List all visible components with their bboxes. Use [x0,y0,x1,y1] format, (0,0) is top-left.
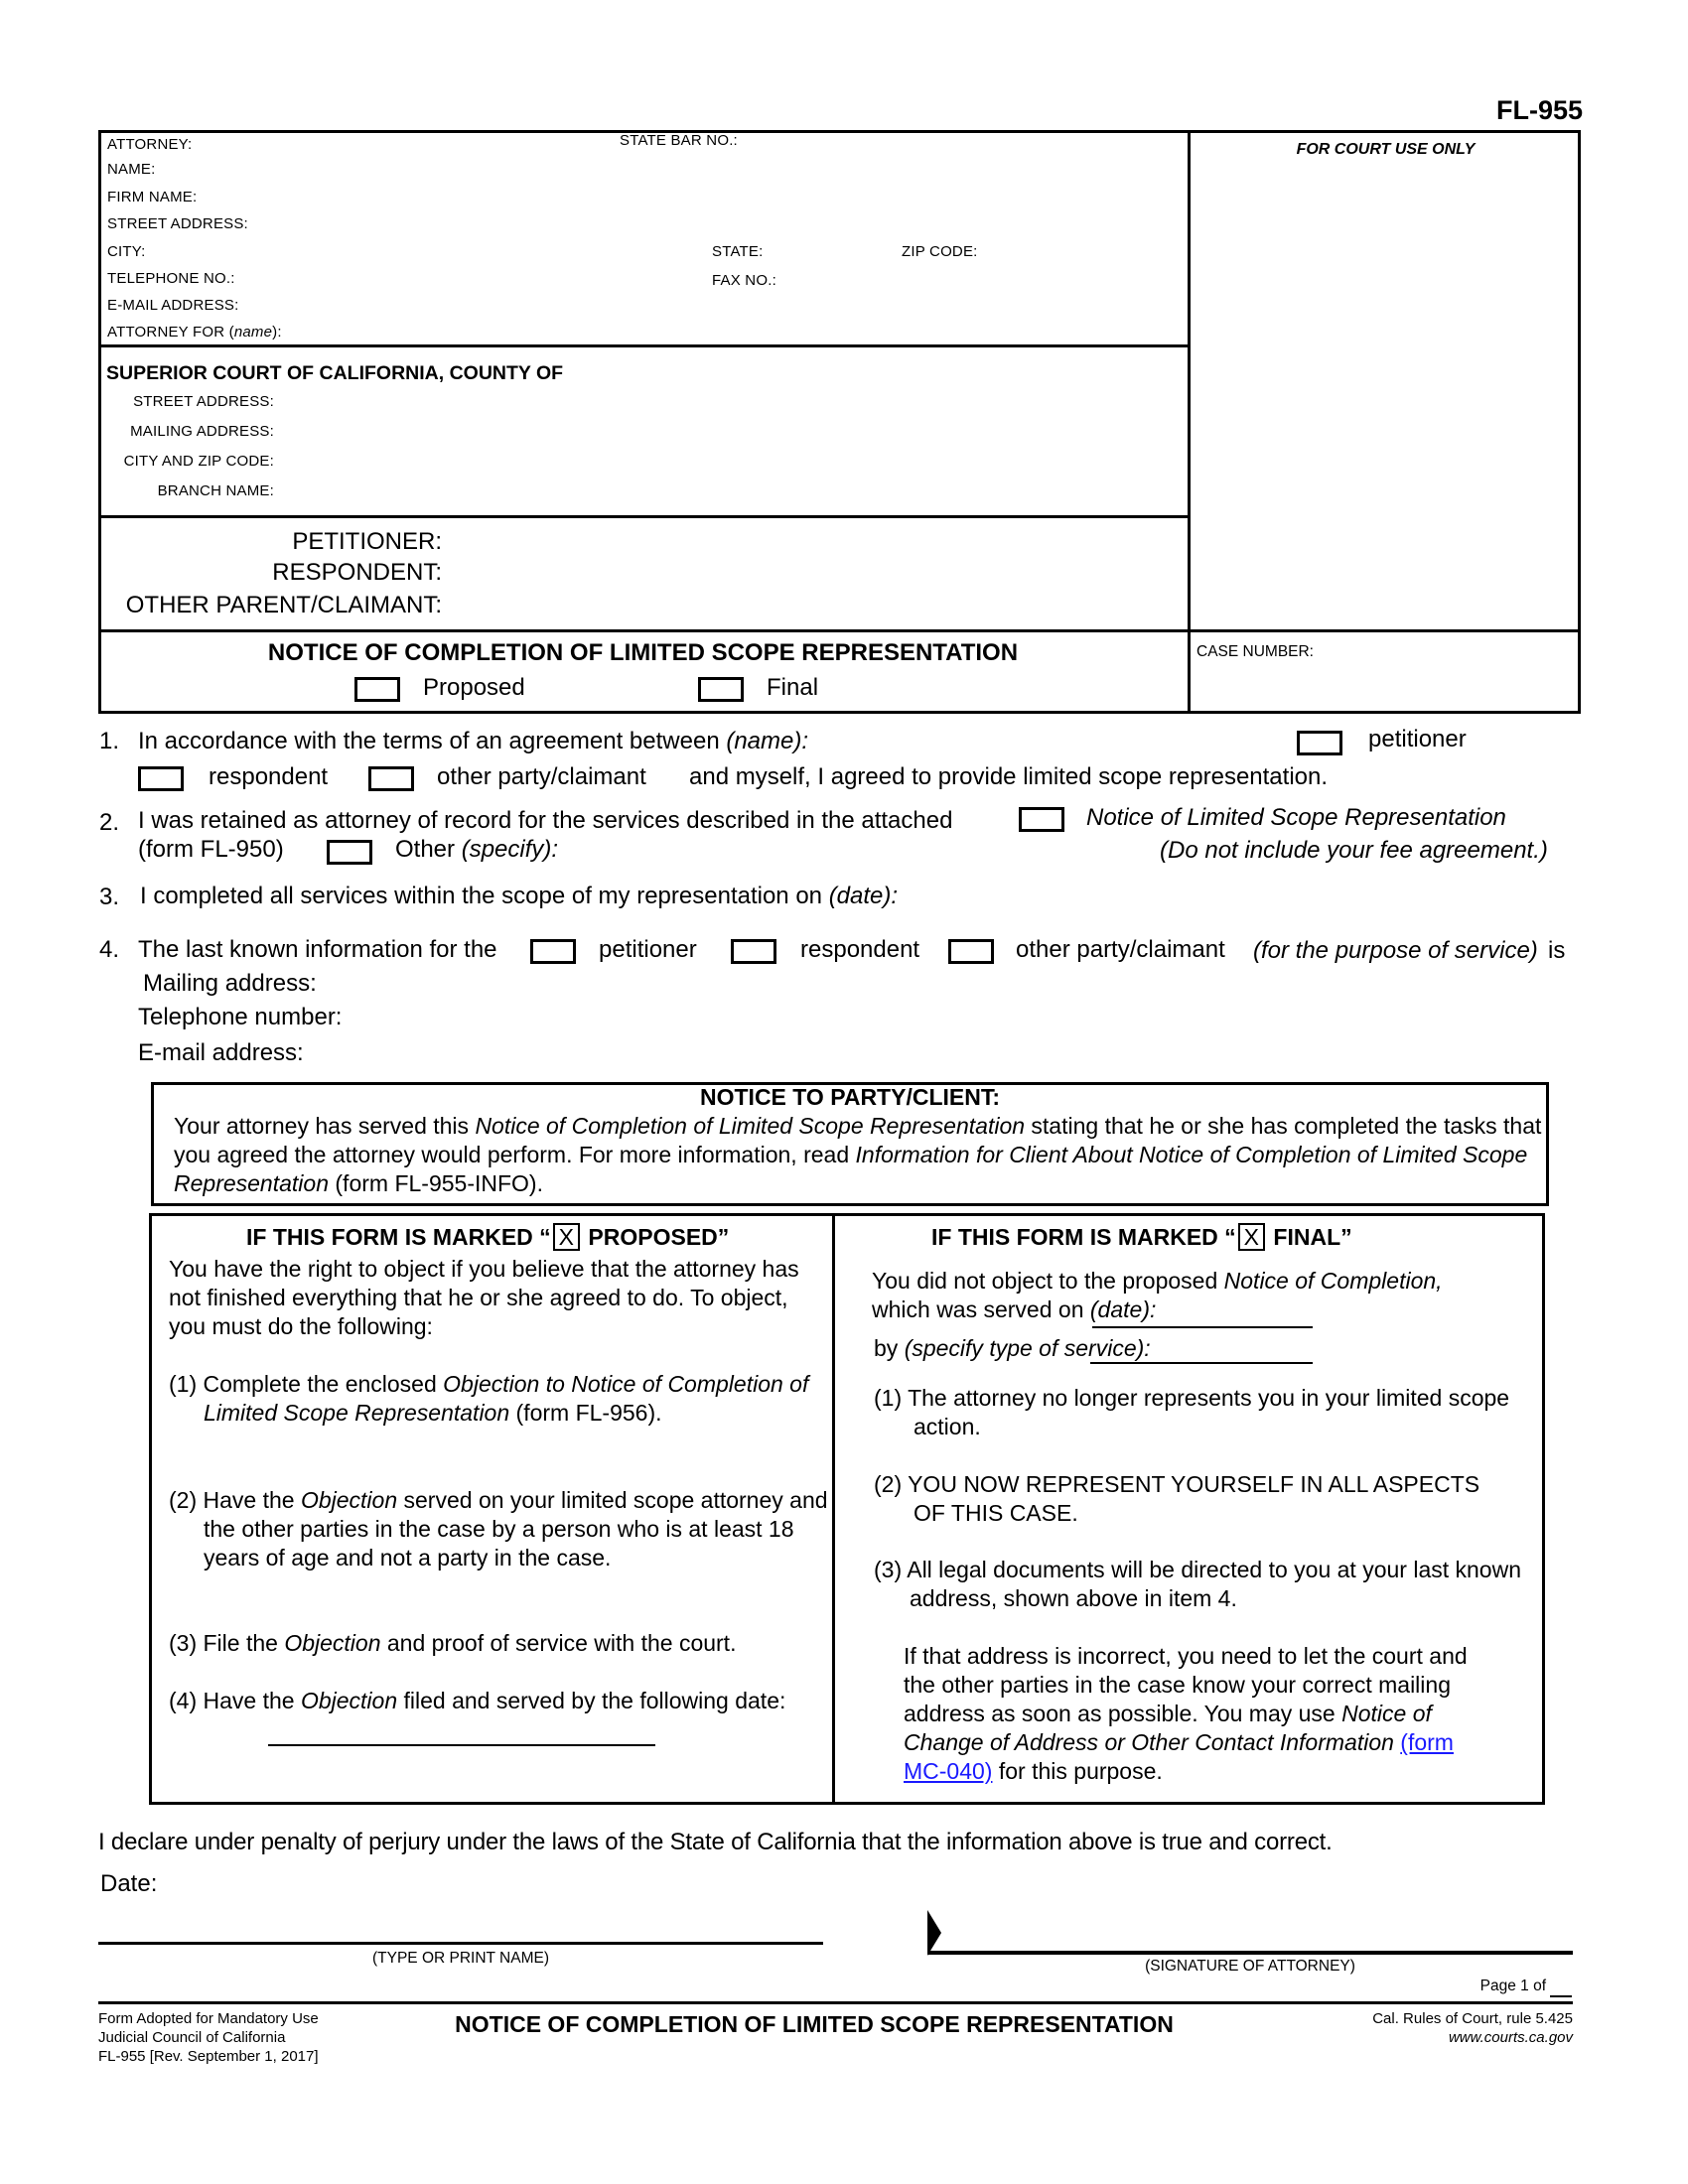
proposed-checkbox[interactable] [354,677,400,702]
proposed-heading: IF THIS FORM IS MARKED “ X PROPOSED” [246,1224,730,1250]
notice-to-client-body: Your attorney has served this Notice of Completion of Limited Scope Representation stating that he or she has completed the tasks that you agreed the attorney would perform. For more information, read Information for Client About Notice of Completion of Limited Scope Representation (form FL-955-INFO). [174,1113,1542,1196]
print-name-caption: (TYPE OR PRINT NAME) [372,1950,549,1967]
court-street-label[interactable]: STREET ADDRESS: [133,393,274,410]
footer-title: NOTICE OF COMPLETION OF LIMITED SCOPE REPRESENTATION [455,2011,1174,2037]
item-1-number: 1. [99,728,120,754]
declaration-text: I declare under penalty of perjury under the laws of the State of California that the information above is true and correct. [98,1829,1333,1855]
notice-to-client-title: NOTICE TO PARTY/CLIENT: [700,1084,1000,1110]
item-4-text: The last known information for the [138,936,497,963]
item-2-other-checkbox[interactable] [327,840,372,865]
form-number: FL-955 [1495,95,1583,125]
item-1-agreement-text: and myself, I agreed to provide limited scope representation. [689,763,1329,790]
item-4-other-label: other party/claimant [1016,936,1225,963]
footer-website[interactable]: www.courts.ca.gov [1448,2029,1573,2046]
item-4-email-label[interactable]: E-mail address: [138,1039,304,1066]
item-4-purpose: (for the purpose of service) [1253,937,1538,964]
item-4-respondent-label: respondent [800,936,920,963]
item-1-text: In accordance with the terms of an agreement between (name): [138,728,809,754]
court-branch-label[interactable]: BRANCH NAME: [157,482,274,499]
footer-divider [98,2001,1573,2004]
item-2-fee-note: (Do not include your fee agreement.) [1160,837,1548,864]
item-2-text: I was retained as attorney of record for the services described in the attached [138,807,953,834]
item-1-respondent-label: respondent [209,763,329,790]
court-mailing-label[interactable]: MAILING ADDRESS: [130,423,274,440]
final-step-2: (2) YOU NOW REPRESENT YOURSELF IN ALL ASPECTS OF THIS CASE. [874,1471,1480,1526]
x-mark-icon: X [1238,1223,1265,1251]
caption-box [98,130,1581,714]
item-3-text: I completed all services within the scope of my representation on (date): [140,883,899,909]
telephone-label[interactable]: TELEPHONE NO.: [107,270,235,287]
footer-rule: Cal. Rules of Court, rule 5.425 [1372,2010,1573,2027]
item-1-petitioner-label: petitioner [1368,726,1467,752]
proposed-intro: You have the right to object if you believe that the attorney has not finished everything that he or she agreed to do. To object, you must do the following: [169,1256,799,1339]
item-1-respondent-checkbox[interactable] [138,766,184,791]
final-label: Final [767,674,819,701]
x-mark-icon: X [553,1223,580,1251]
item-3-number: 3. [99,884,120,910]
zip-code-label[interactable]: ZIP CODE: [902,243,978,260]
item-4-telephone-label[interactable]: Telephone number: [138,1004,343,1030]
item-4-mailing-label[interactable]: Mailing address: [143,970,317,997]
attorney-label: ATTORNEY: [107,136,193,153]
proposed-step-1: (1) Complete the enclosed Objection to Notice of Completion of Limited Scope Representation (form FL-956). [169,1371,809,1426]
other-parent-label[interactable]: OTHER PARENT/CLAIMANT: [125,592,442,618]
proposed-step-2: (2) Have the Objection served on your limited scope attorney and the other parties in the case by a person who is at least 18 years of age and not a party in the case. [169,1487,828,1570]
respondent-label[interactable]: RESPONDENT: [272,559,442,586]
proposed-label: Proposed [423,674,525,701]
page-number-label: Page 1 of [1479,1978,1546,1994]
fax-label[interactable]: FAX NO.: [712,272,776,289]
form-mc-040-link[interactable]: (form MC-040) [904,1729,1454,1784]
item-4-respondent-checkbox[interactable] [731,939,776,964]
firm-name-label[interactable]: FIRM NAME: [107,189,198,205]
email-label[interactable]: E-MAIL ADDRESS: [107,297,239,314]
item-2-form-label: (form FL-950) [138,836,284,863]
case-number-label[interactable]: CASE NUMBER: [1196,643,1314,660]
court-title: SUPERIOR COURT OF CALIFORNIA, COUNTY OF [106,362,564,384]
item-4-petitioner-label: petitioner [599,936,697,963]
footer-revision: FL-955 [Rev. September 1, 2017] [98,2048,319,2065]
item-4-number: 4. [99,936,120,963]
proposed-step-3: (3) File the Objection and proof of service with the court. [169,1630,737,1656]
date-label[interactable]: Date: [100,1870,158,1897]
item-4-petitioner-checkbox[interactable] [530,939,576,964]
court-use-label: FOR COURT USE ONLY [1296,141,1476,158]
form-title: NOTICE OF COMPLETION OF LIMITED SCOPE REPRESENTATION [267,639,1019,666]
objection-date-field[interactable] [268,1744,655,1746]
item-1-other-checkbox[interactable] [368,766,414,791]
page-total-field[interactable] [1550,1995,1572,1997]
name-label[interactable]: NAME: [107,161,156,178]
court-city-zip-label[interactable]: CITY AND ZIP CODE: [123,453,274,470]
final-address-note: If that address is incorrect, you need to let the court and the other parties in the case know your correct mailing address as soon as possible. You may use Notice of Change of Address or Other Contact Information (form MC-040) for this purpose. [904,1643,1468,1784]
final-checkbox[interactable] [698,677,744,702]
caption-divider [1188,130,1191,714]
item-2-notice-checkbox[interactable] [1019,807,1064,832]
print-name-line[interactable] [98,1942,823,1945]
attorney-for-label[interactable]: ATTORNEY FOR (name): [107,324,282,341]
proposed-step-4: (4) Have the Objection filed and served by the following date: [169,1688,786,1713]
item-4-other-checkbox[interactable] [948,939,994,964]
item-2-number: 2. [99,809,120,836]
footer-left [98,2009,319,2066]
final-intro: You did not object to the proposed Notice of Completion, [872,1268,1443,1294]
signature-arrow-icon [927,1910,941,1956]
footer-adopted: Form Adopted for Mandatory Use [98,2010,319,2027]
street-address-label[interactable]: STREET ADDRESS: [107,215,248,232]
final-heading: IF THIS FORM IS MARKED “ X FINAL” [931,1224,1352,1250]
item-2-notice-label: Notice of Limited Scope Representation [1086,804,1506,831]
final-step-1: (1) The attorney no longer represents you in your limited scope action. [874,1385,1510,1439]
city-label[interactable]: CITY: [107,243,146,260]
state-label[interactable]: STATE: [712,243,764,260]
final-step-3: (3) All legal documents will be directed to you at your last known address, shown above in item 4. [874,1557,1521,1611]
service-type-field[interactable] [1090,1362,1313,1364]
served-date-field[interactable] [1092,1326,1313,1328]
signature-caption: (SIGNATURE OF ATTORNEY) [1145,1958,1355,1975]
item-4-is: is [1548,937,1566,964]
court-section-divider [98,515,1191,518]
final-service-type-label: by (specify type of service): [874,1335,1151,1361]
petitioner-label[interactable]: PETITIONER: [292,528,442,555]
item-2-other-label: Other (specify): [395,836,559,863]
final-served-label: which was served on (date): [872,1297,1157,1322]
signature-line[interactable] [927,1951,1573,1955]
footer-council: Judicial Council of California [98,2029,286,2046]
item-1-other-label: other party/claimant [437,763,646,790]
footer-right [1271,2009,1573,2047]
item-1-petitioner-checkbox[interactable] [1297,731,1342,755]
attorney-section-divider [98,344,1191,347]
party-section-divider [98,629,1581,632]
state-bar-label[interactable]: STATE BAR NO.: [620,132,738,149]
